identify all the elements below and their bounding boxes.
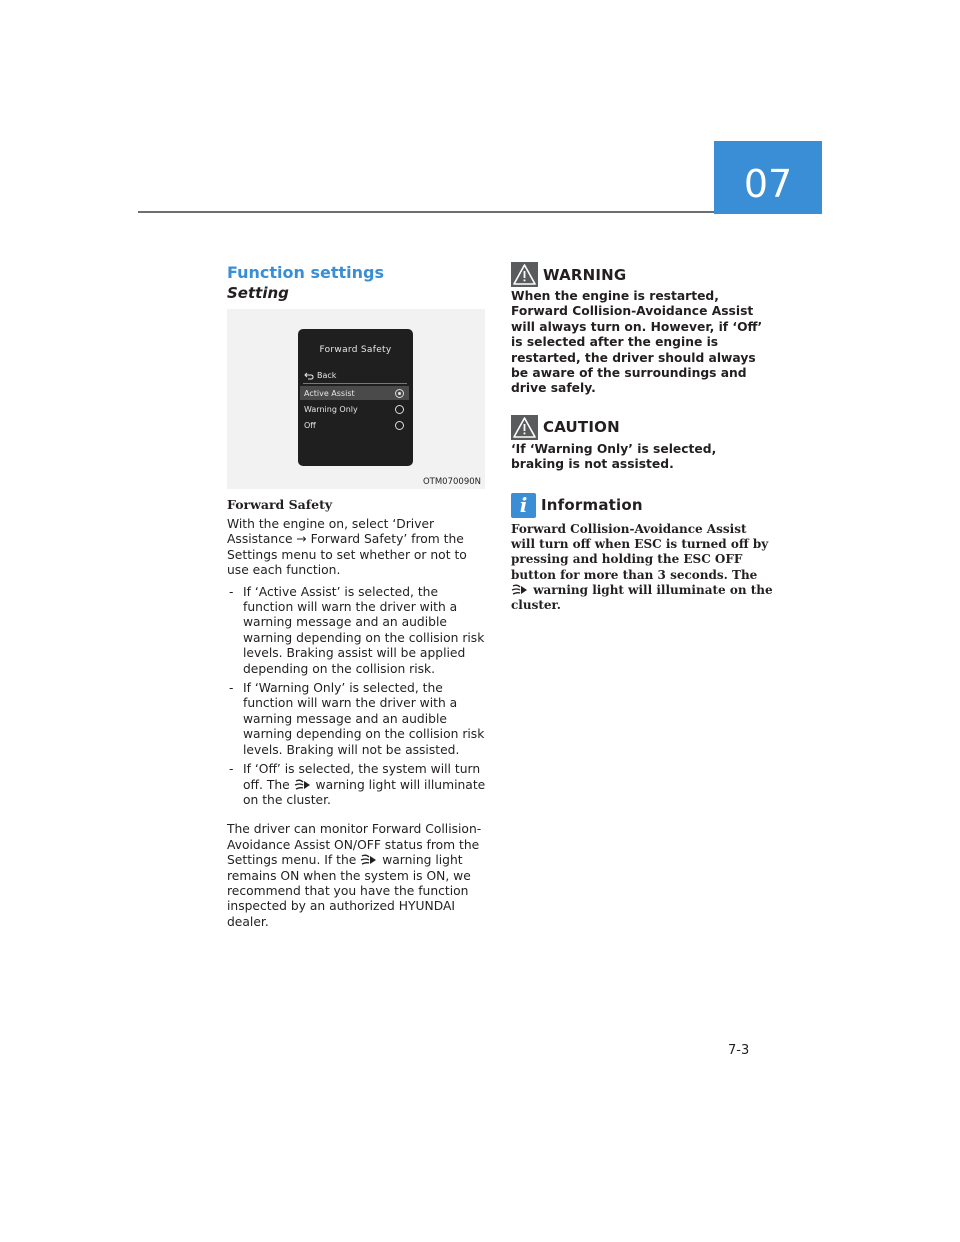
bullet-warning-only: - If ‘Warning Only’ is selected, the function will warn the driver with a warning message and an audible warning depending on the collision risk levels. Braking will not be assisted. — [227, 681, 489, 758]
right-column — [511, 262, 773, 613]
monitor-text-start: The driver can monitor Forward Collision-Avoidance Assist ON/OFF status from the Settings menu. If the — [227, 822, 482, 868]
back-arrow-icon — [304, 372, 314, 380]
back-label: Back — [317, 371, 337, 380]
bullet-off — [227, 762, 489, 808]
radio-empty-icon — [395, 421, 404, 430]
monitor-paragraph — [227, 822, 489, 930]
option-label: Active Assist — [304, 388, 355, 398]
figure-code: OTM070090N — [422, 477, 481, 487]
fca-warning-light-icon — [511, 584, 529, 596]
radio-empty-icon — [395, 405, 404, 414]
bullet-active-assist: - If ‘Active Assist’ is selected, the function will warn the driver with a warning message and an audible warning depending on the collision risk levels. Braking assist will be applied depending on the collision risk. — [227, 585, 489, 677]
screen-title: Forward Safety — [319, 345, 392, 355]
information-title: Information — [541, 496, 643, 515]
option-bullet-list — [227, 585, 489, 809]
option-label: Off — [304, 420, 316, 430]
information-body — [511, 522, 773, 614]
warning-triangle-icon — [511, 262, 538, 287]
radio-selected-icon — [395, 389, 404, 398]
option-active-assist — [300, 386, 409, 400]
bullet-off-text-start: If ‘Off’ is selected, the system will turn off. The — [243, 762, 481, 792]
information-text-end: warning light will illuminate on the cluster. — [511, 582, 773, 613]
warning-body: When the engine is restarted, Forward Collision-Avoidance Assist will always turn on. However, if ‘Off’ is selected after the engine is restarted, the driver should always be aware of the surroundings and drive safely. — [511, 289, 763, 396]
warning-heading — [511, 262, 773, 287]
cluster-figure — [227, 309, 485, 489]
intro-paragraph: With the engine on, select ‘Driver Assistance → Forward Safety’ from the Settings menu to set whether or not to use each function. — [227, 517, 467, 578]
page-number: 7-3 — [728, 1043, 750, 1058]
cluster-screen — [298, 329, 413, 466]
left-column — [227, 262, 489, 930]
chapter-number: 07 — [743, 161, 793, 206]
fca-warning-light-icon — [294, 779, 312, 791]
option-off — [300, 418, 409, 432]
option-warning-only — [300, 402, 409, 416]
section-title: Function settings — [227, 263, 385, 282]
back-item — [304, 371, 336, 380]
figure-caption: Forward Safety — [227, 497, 333, 512]
caution-body: ‘If ‘Warning Only’ is selected, braking is not assisted. — [511, 441, 717, 472]
caution-title: CAUTION — [543, 418, 620, 437]
caution-triangle-icon — [511, 415, 538, 440]
bullet-off-text-end: warning light will illuminate on the cluster. — [243, 777, 486, 807]
section-subtitle: Setting — [227, 284, 289, 302]
option-label: Warning Only — [304, 404, 358, 414]
information-icon: i — [511, 493, 536, 518]
information-heading — [511, 493, 773, 518]
header-rule — [138, 211, 722, 213]
information-text-start: Forward Collision-Avoidance Assist will turn off when ESC is turned off by pressing and holding the ESC OFF button for more than 3 seconds. The — [511, 521, 769, 582]
warning-title: WARNING — [543, 265, 627, 284]
chapter-tab — [714, 141, 822, 214]
fca-warning-light-icon — [360, 854, 378, 866]
screen-divider — [303, 383, 407, 384]
caution-heading — [511, 415, 773, 440]
monitor-text-end: warning light remains ON when the system is ON, we recommend that you have the function inspected by an authorized HYUNDAI dealer. — [227, 853, 471, 929]
